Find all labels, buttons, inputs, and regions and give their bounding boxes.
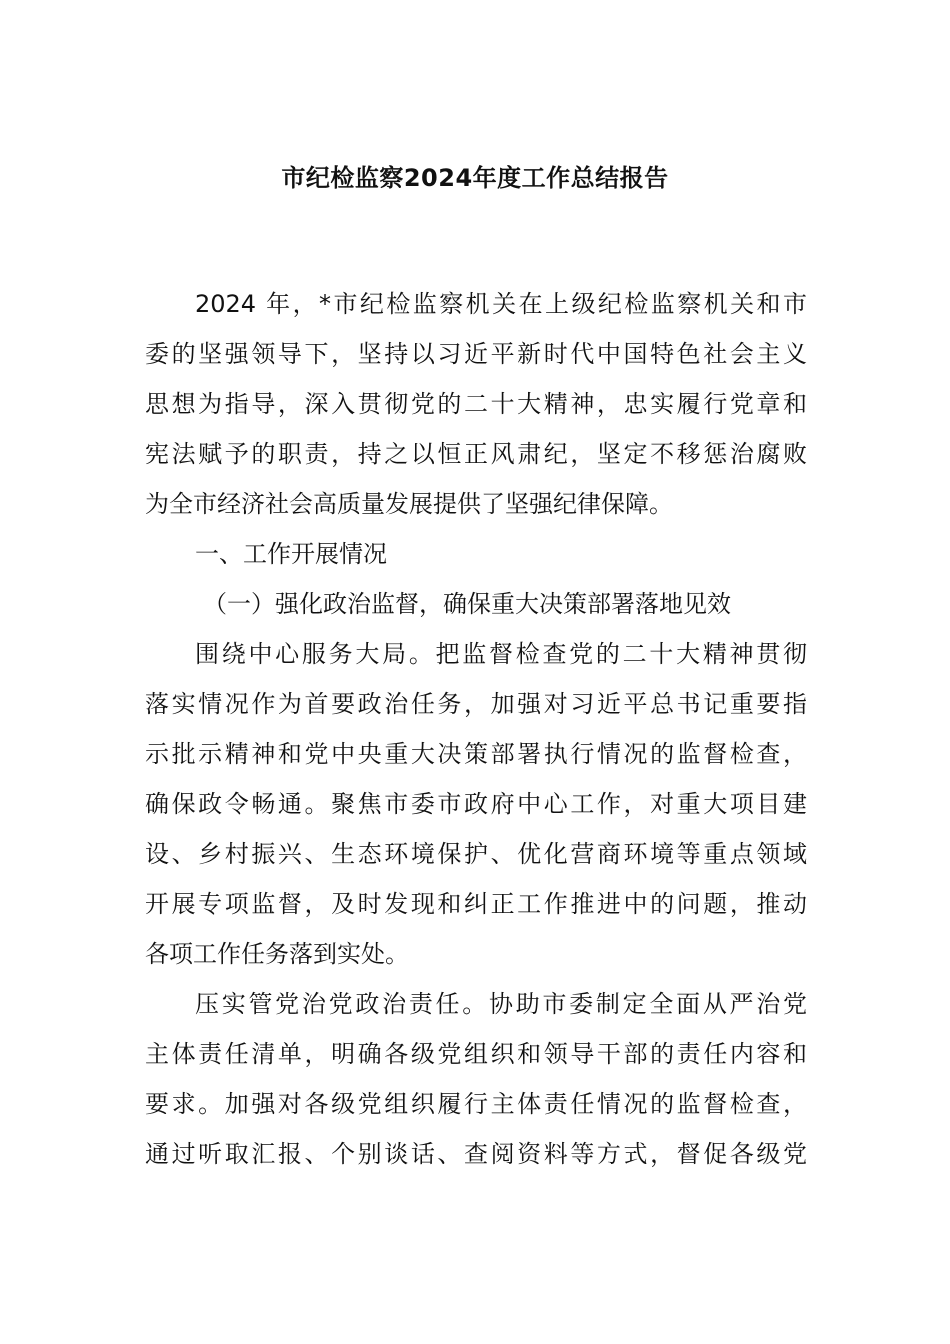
- paragraph-line: 要求。加强对各级党组织履行主体责任情况的监督检查，: [145, 1090, 807, 1118]
- paragraph-line: 开展专项监督，及时发现和纠正工作推进中的问题，推动: [145, 890, 807, 918]
- paragraph-line: 各项工作任务落到实处。: [145, 940, 409, 968]
- document-title: 市纪检监察2024年度工作总结报告: [281, 164, 669, 192]
- paragraph-line: 通过听取汇报、个别谈话、查阅资料等方式，督促各级党: [145, 1140, 807, 1168]
- paragraph-line: 围绕中心服务大局。把监督检查党的二十大精神贯彻: [195, 640, 807, 668]
- paragraph-line: 确保政令畅通。聚焦市委市政府中心工作，对重大项目建: [145, 790, 807, 818]
- paragraph-line: 2024 年，*市纪检监察机关在上级纪检监察机关和市: [195, 290, 807, 318]
- section-heading: 一、工作开展情况: [195, 540, 387, 568]
- paragraph-line: 宪法赋予的职责，持之以恒正风肃纪，坚定不移惩治腐败: [145, 440, 807, 468]
- paragraph-line: 设、乡村振兴、生态环境保护、优化营商环境等重点领域: [145, 840, 807, 868]
- paragraph-line: 主体责任清单，明确各级党组织和领导干部的责任内容和: [145, 1040, 807, 1068]
- paragraph-line: 落实情况作为首要政治任务，加强对习近平总书记重要指: [145, 690, 807, 718]
- paragraph-line: 为全市经济社会高质量发展提供了坚强纪律保障。: [145, 490, 673, 518]
- paragraph-line: 思想为指导，深入贯彻党的二十大精神，忠实履行党章和: [145, 390, 807, 418]
- paragraph-line: 压实管党治党政治责任。协助市委制定全面从严治党: [195, 990, 807, 1018]
- subsection-heading: （一）强化政治监督，确保重大决策部署落地见效: [203, 590, 731, 618]
- paragraph-line: 委的坚强领导下，坚持以习近平新时代中国特色社会主义: [145, 340, 807, 368]
- paragraph-line: 示批示精神和党中央重大决策部署执行情况的监督检查，: [145, 740, 807, 768]
- document-body: [145, 279, 807, 1179]
